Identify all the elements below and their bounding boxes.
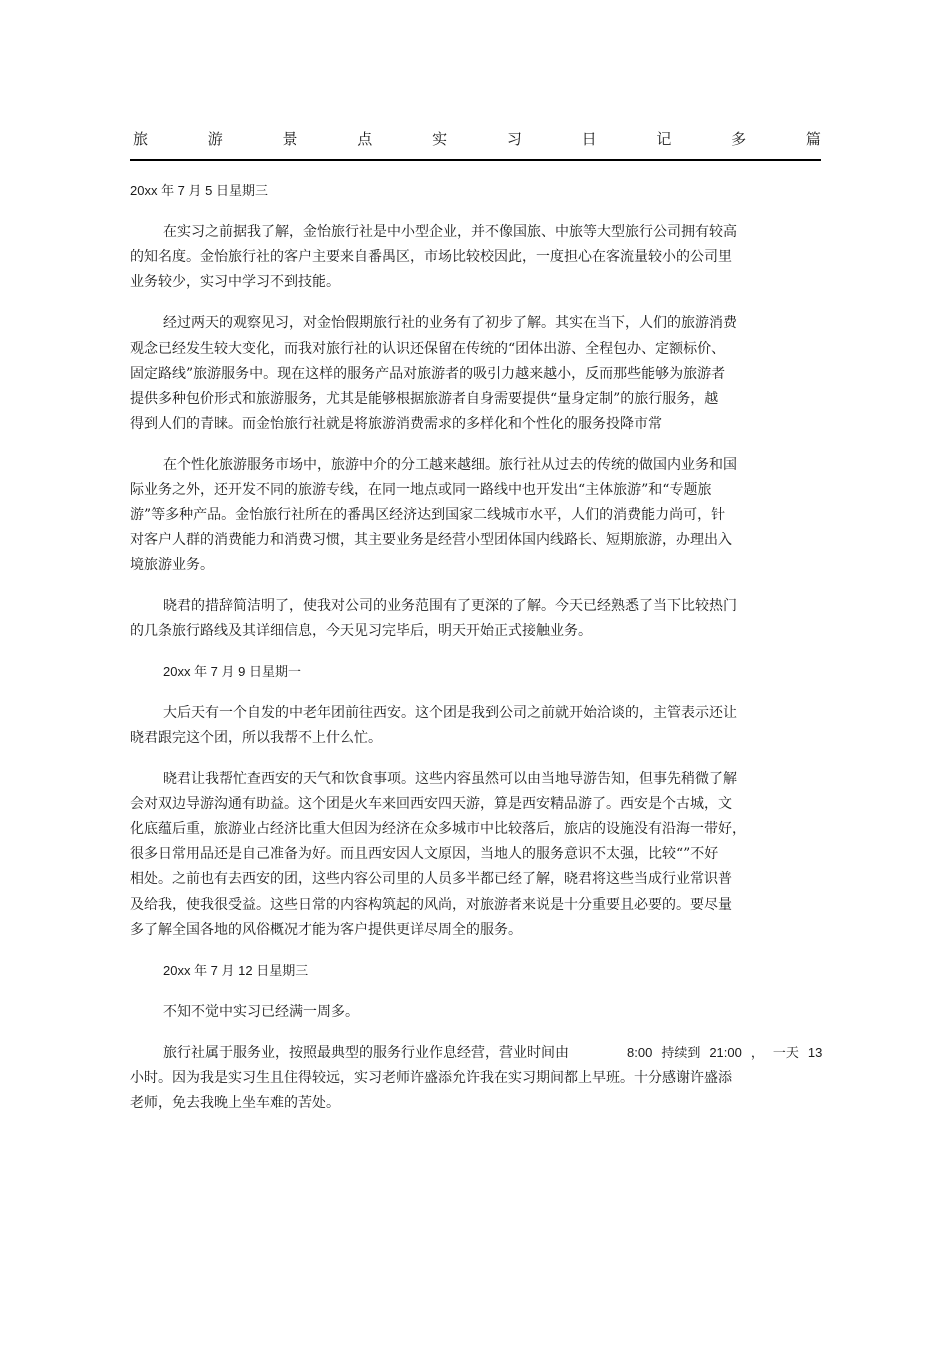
paragraph-line: 晓君的措辞简洁明了，使我对公司的业务范围有了更深的了解。今天已经熟悉了当下比较热门 <box>163 598 737 614</box>
title-char: 游 <box>207 130 223 148</box>
close-time: 21:00 <box>709 1045 742 1060</box>
business-hours <box>627 1044 822 1062</box>
paragraph-line: 在实习之前据我了解，金怡旅行社是中小型企业，并不像国旅、中旅等大型旅行公司拥有较高 <box>163 224 737 240</box>
paragraph-line: 很多日常用品还是自己准备为好。而且西安因人文原因，当地人的服务意识不太强，比较“”不好 <box>130 846 719 862</box>
title-char: 旅 <box>133 130 149 148</box>
paragraph-line: 得到人们的青睐。而金怡旅行社就是将旅游消费需求的多样化和个性化的服务投降市常 <box>130 416 662 432</box>
title-char: 篇 <box>805 130 821 148</box>
paragraph-line: 游”等多种产品。金怡旅行社所在的番禺区经济达到国家二线城市水平，人们的消费能力尚可，针 <box>130 507 726 523</box>
entry-date: 20xx 年 7 月 5 日星期三 <box>130 183 268 198</box>
paragraph-line: 的知名度。金怡旅行社的客户主要来自番禺区，市场比较校因此，一度担心在客流量较小的公司里 <box>130 249 732 265</box>
paragraph-line: 相处。之前也有去西安的团，这些内容公司里的人员多半都已经了解，晓君将这些当成行业常识普 <box>130 871 732 887</box>
paragraph-line: 经过两天的观察见习，对金怡假期旅行社的业务有了初步了解。其实在当下，人们的旅游消费 <box>163 315 737 331</box>
paragraph-line: 老师，免去我晚上坐车难的苦处。 <box>130 1095 340 1111</box>
paragraph-line: 晓君让我帮忙查西安的天气和饮食事项。这些内容虽然可以由当地导游告知，但事先稍微了解 <box>163 771 737 787</box>
paragraph-line: 小时。因为我是实习生且住得较远，实习老师许盛添允许我在实习期间都上早班。十分感谢许盛添 <box>130 1070 732 1086</box>
paragraph-line: 晓君跟完这个团，所以我帮不上什么忙。 <box>130 730 382 746</box>
paragraph-line: 大后天有一个自发的中老年团前往西安。这个团是我到公司之前就开始洽谈的，主管表示还让 <box>163 705 737 721</box>
separator: ， <box>750 1045 764 1060</box>
hours-count: 13 <box>807 1045 823 1060</box>
title-char: 日 <box>581 130 597 148</box>
paragraph-line: 观念已经发生较大变化，而我对旅行社的认识还保留在传统的“团体出游、全程包办、定额标价、 <box>130 341 726 357</box>
paragraph-line: 会对双边导游沟通有助益。这个团是火车来回西安四天游，算是西安精品游了。西安是个古城，文 <box>130 796 732 812</box>
paragraph-line: 业务较少，实习中学习不到技能。 <box>130 274 340 290</box>
title-char: 习 <box>506 130 522 148</box>
entry-date: 20xx 年 7 月 12 日星期三 <box>163 963 309 978</box>
paragraph-line: 际业务之外，还开发不同的旅游专线，在同一地点或同一路线中也开发出“主体旅游”和“专题旅 <box>130 482 712 498</box>
title-divider <box>130 159 821 161</box>
paragraph-line: 固定路线”旅游服务中。现在这样的服务产品对旅游者的吸引力越来越小，反而那些能够为旅游者 <box>130 366 726 382</box>
paragraph-line: 多了解全国各地的风俗概况才能为客户提供更详尽周全的服务。 <box>130 922 522 938</box>
document-title <box>133 128 821 150</box>
paragraph-line: 的几条旅行路线及其详细信息，今天见习完毕后，明天开始正式接触业务。 <box>130 623 592 639</box>
title-char: 实 <box>432 130 448 148</box>
open-time: 8:00 <box>627 1045 653 1060</box>
title-char: 景 <box>282 130 298 148</box>
paragraph-line: 旅行社属于服务业，按照最典型的服务行业作息经营，营业时间由 <box>163 1045 569 1061</box>
paragraph-line: 及给我，使我很受益。这些日常的内容构筑起的风尚，对旅游者来说是十分重要且必要的。要尽量 <box>130 897 732 913</box>
paragraph-line: 化底蕴后重，旅游业占经济比重大但因为经济在众多城市中比较落后，旅店的设施没有沿海一带好， <box>130 821 746 837</box>
title-char: 点 <box>357 130 373 148</box>
paragraph-line: 在个性化旅游服务市场中，旅游中介的分工越来越细。旅行社从过去的传统的做国内业务和国 <box>163 457 737 473</box>
paragraph-line: 不知不觉中实习已经满一周多。 <box>163 1004 359 1020</box>
paragraph-line: 提供多种包价形式和旅游服务，尤其是能够根据旅游者自身需要提供“量身定制”的旅行服务，越 <box>130 391 719 407</box>
paragraph-line: 对客户人群的消费能力和消费习惯，其主要业务是经营小型团体国内线路长、短期旅游，办理出入 <box>130 532 732 548</box>
paragraph-line: 境旅游业务。 <box>130 557 214 573</box>
lasts-text: 持续到 <box>661 1045 701 1060</box>
entry-date: 20xx 年 7 月 9 日星期一 <box>163 664 301 679</box>
day-text: 一天 <box>772 1045 799 1060</box>
title-char: 多 <box>731 130 747 148</box>
title-char: 记 <box>656 130 672 148</box>
